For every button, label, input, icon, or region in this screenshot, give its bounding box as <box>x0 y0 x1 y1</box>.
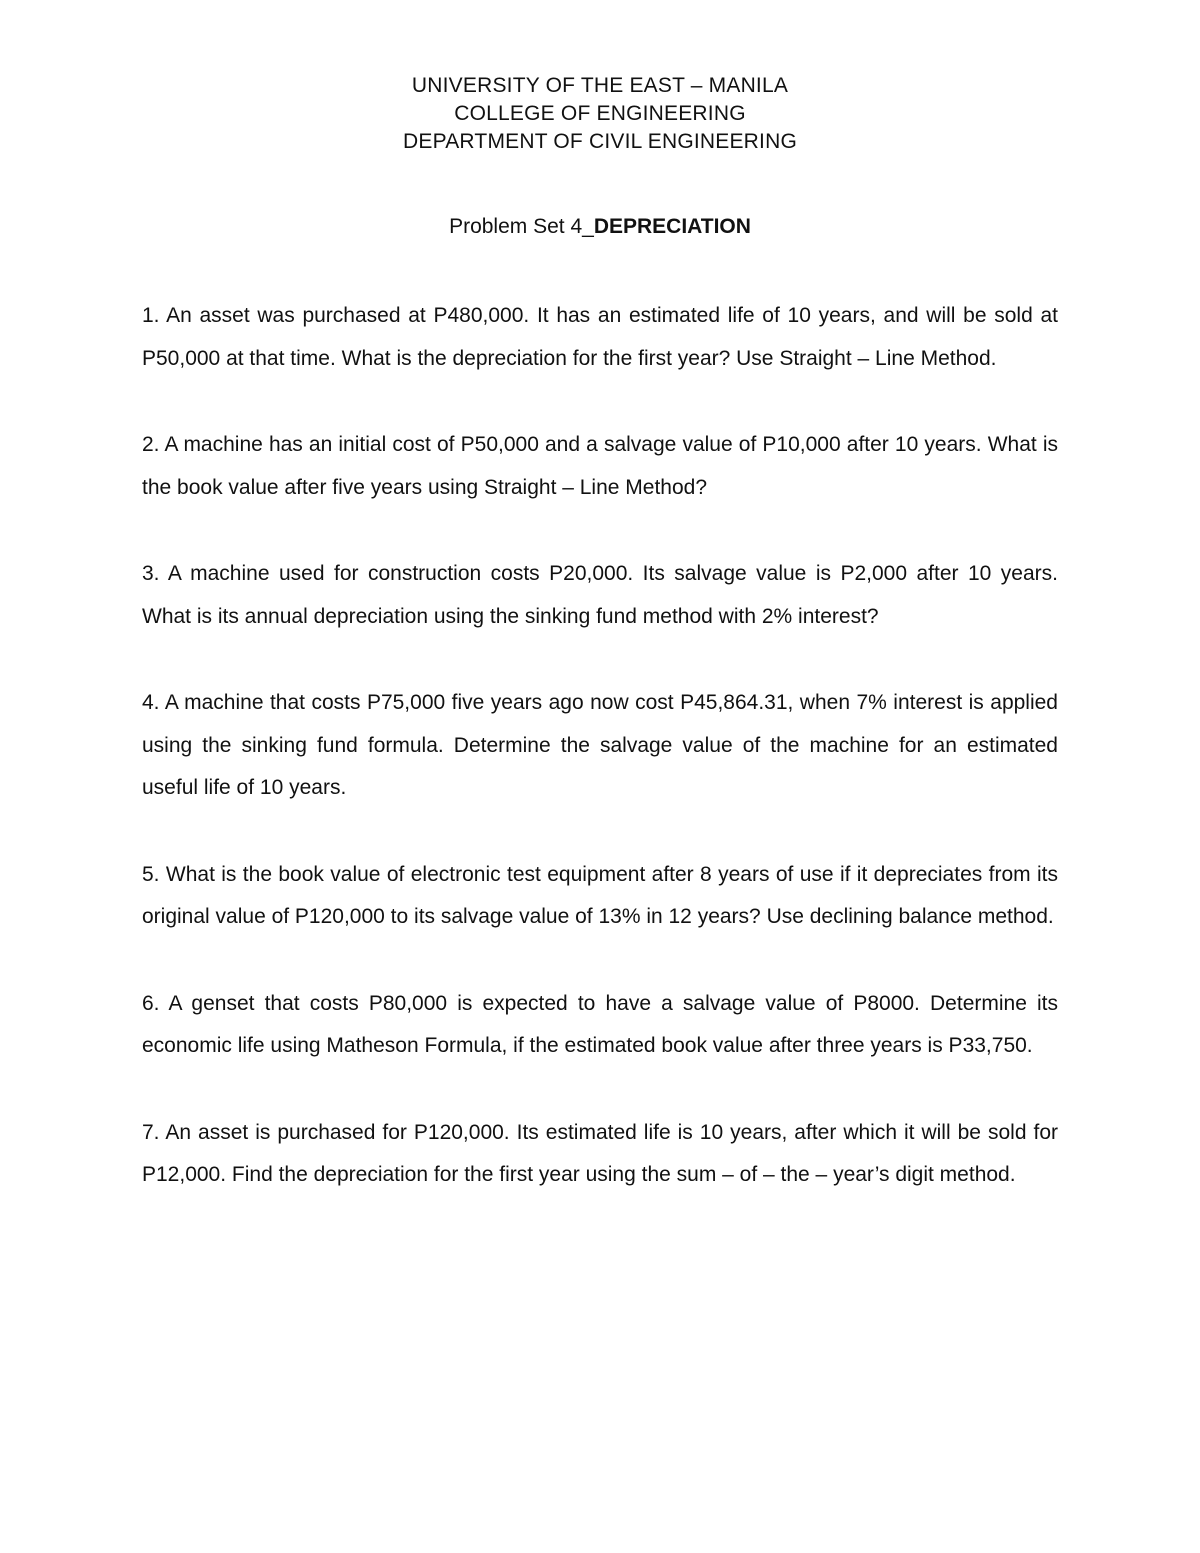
title-prefix: Problem Set 4_ <box>449 215 594 238</box>
problem-6: 6. A genset that costs P80,000 is expected to have a salvage value of P8000. Determine its economic life using Matheson Formula, if the estimated book value after three years is P33,750. <box>142 991 1058 1057</box>
university-name: UNIVERSITY OF THE EAST – MANILA <box>411 74 789 97</box>
college-name: COLLEGE OF ENGINEERING <box>454 102 746 125</box>
problem-list <box>142 295 1058 1241</box>
document-header <box>0 72 1200 156</box>
problem-7: 7. An asset is purchased for P120,000. Its estimated life is 10 years, after which it will be sold for P12,000. Find the depreciation for the first year using the sum – of – the – year’s digit method. <box>142 1120 1058 1186</box>
problem-4: 4. A machine that costs P75,000 five years ago now cost P45,864.31, when 7% interest is applied using the sinking fund formula. Determine the salvage value of the machine for an estimated useful life of 10 years. <box>142 691 1058 799</box>
problem-3: 3. A machine used for construction costs P20,000. Its salvage value is P2,000 after 10 years. What is its annual depreciation using the sinking fund method with 2% interest? <box>142 562 1058 628</box>
department-name: DEPARTMENT OF CIVIL ENGINEERING <box>403 130 797 153</box>
problem-1: 1. An asset was purchased at P480,000. It has an estimated life of 10 years, and will be sold at P50,000 at that time. What is the depreciation for the first year? Use Straight – Line Method. <box>142 304 1058 370</box>
problem-5: 5. What is the book value of electronic test equipment after 8 years of use if it depreciates from its original value of P120,000 to its salvage value of 13% in 12 years? Use declining balance method. <box>142 862 1058 928</box>
problem-set-title <box>0 213 1200 241</box>
problem-2: 2. A machine has an initial cost of P50,000 and a salvage value of P10,000 after 10 years. What is the book value after five years using Straight – Line Method? <box>142 433 1058 499</box>
title-topic: DEPRECIATION <box>593 215 751 238</box>
